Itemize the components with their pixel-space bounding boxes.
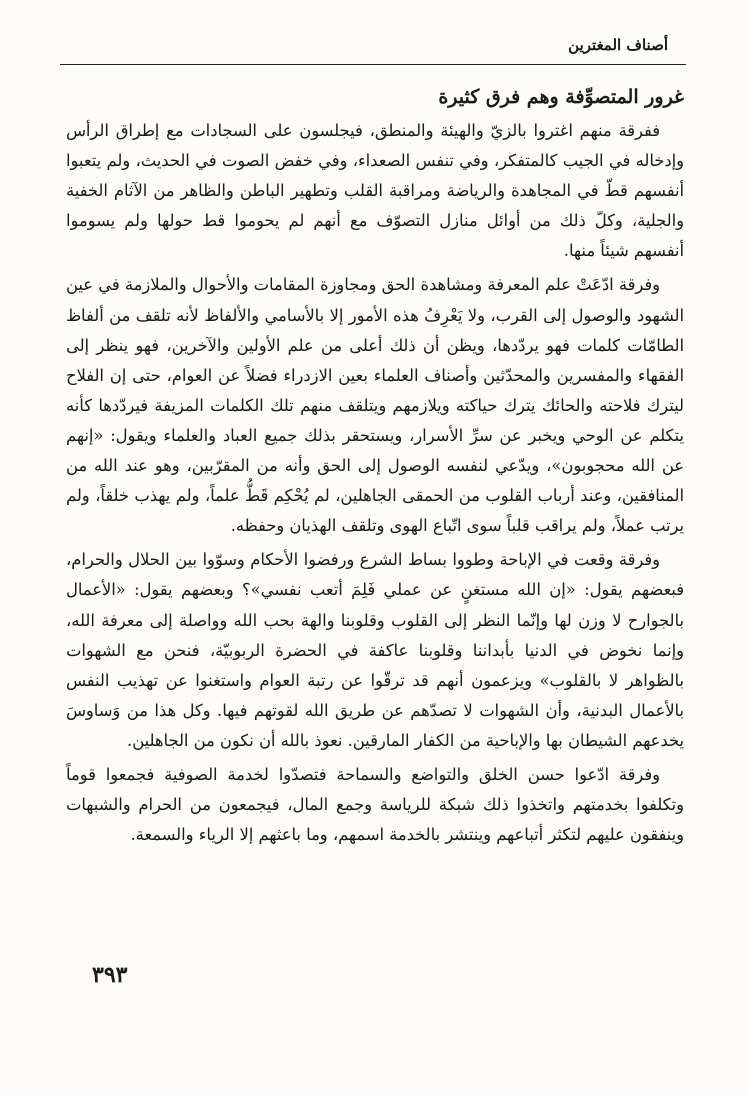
paragraph-4: وفرقة ادّعوا حسن الخلق والتواضع والسماحة فتصدّوا لخدمة الصوفية فجمعوا قوماً وتكلفوا بخدمتهم واتخذوا ذلك شبكة للرياسة وجمع المال، فيجمعون من الحرام والشبهات وينفقون عليهم لتكثر أتباعهم وينتشر بالخدمة اسمهم، وما باعثهم إلا الرياء والسمعة. <box>66 764 684 845</box>
paragraph-3: وفرقة وقعت في الإباحة وطووا بساط الشرع ورفضوا الأحكام وسوّوا بين الحلال والحرام، فبعضهم يقول: «إن الله مستغنٍ عن عملي فَلِمَ أتعب نفسي»؟ وبعضهم يقول: «الأعمال بالجوارح لا وزن لها وإنّما النظر إلى القلوب وقلوبنا والهة بحب الله وواصلة إلى معرفة الله، وإنما نخوض في الدنيا بأبداننا وقلوبنا عاكفة في الحضرة الربوبيّة، فنحن مع الشهوات بالظواهر لا بالقلوب» ويزعمون أنهم قد ترقّوا عن رتبة العوام واستغنوا عن تهذيب النفس بالأعمال البدنية، وأن الشهوات لا تصدّهم عن طريق الله لقوتهم فيها. وكل هذا من وَساوسَ يخدعهم الشيطان بها والإباحية من الكفار المارقين. نعوذ بالله أن نكون من الجاهلين. <box>66 550 684 750</box>
running-head: أصناف المغترين <box>568 36 668 54</box>
section-title: غرور المتصوِّفة وهم فرق كثيرة <box>438 86 684 108</box>
paragraph-1: ففرقة منهم اغتروا بالزيّ والهيئة والمنطق، فيجلسون على السجادات مع إطراق الرأس وإدخاله في الجيب كالمتفكر، وفي تنفس الصعداء، وفي خفض الصوت في الحديث، ولم يتعبوا أنفسهم قطّ في المجاهدة والرياضة ومراقبة القلب وتطهير الباطن والظاهر من الآثام الخفية والجلية، وكلّ ذلك من أوائل منازل التصوّف مع أنهم لم يحوموا قط حولها ولم يسوموا أنفسهم شيئاً منها. <box>66 121 684 261</box>
paragraph-2: وفرقة ادّعَتْ علم المعرفة ومشاهدة الحق ومجاوزة المقامات والأحوال والملازمة في عين الشهود والوصول إلى القرب، ولا يَعْرِفُ هذه الأمور إلا بالأسامي والألفاظ لأنه تلقف من ألفاظ الطامّات كلمات فهو يردّدها، ويظن أن ذلك أعلى من علم الأولين والآخرين، فهو ينظر إلى الفقهاء والمفسرين والمحدّثين وأصناف العلماء بعين الازدراء فضلاً عن العوام، حتى إن الفلاح ليترك فلاحته والحائك يترك حياكته ويلازمهم ويتلقف منهم تلك الكلمات المزيفة فيردّدها كأنه يتكلم عن الوحي ويخبر عن سرِّ الأسرار، ويستحقر بذلك جميع العباد والعلماء ويقول: «إنهم عن الله محجوبون»، ويدّعي لنفسه الوصول إلى الحق وأنه من المقرّبين، وهو عند الله من المنافقين، وعند أرباب القلوب من الحمقى الجاهلين، لم يُحْكِم قَطُّ علماً، ولم يهذب خلقاً، ولم يرتب عملاً، ولم يراقب قلباً سوى اتّباع الهوى وتلقف الهذيان وحفظه. <box>66 275 684 536</box>
page-body <box>66 82 684 854</box>
header-rule <box>60 64 686 65</box>
page-number: ٣٩٣ <box>92 962 128 988</box>
